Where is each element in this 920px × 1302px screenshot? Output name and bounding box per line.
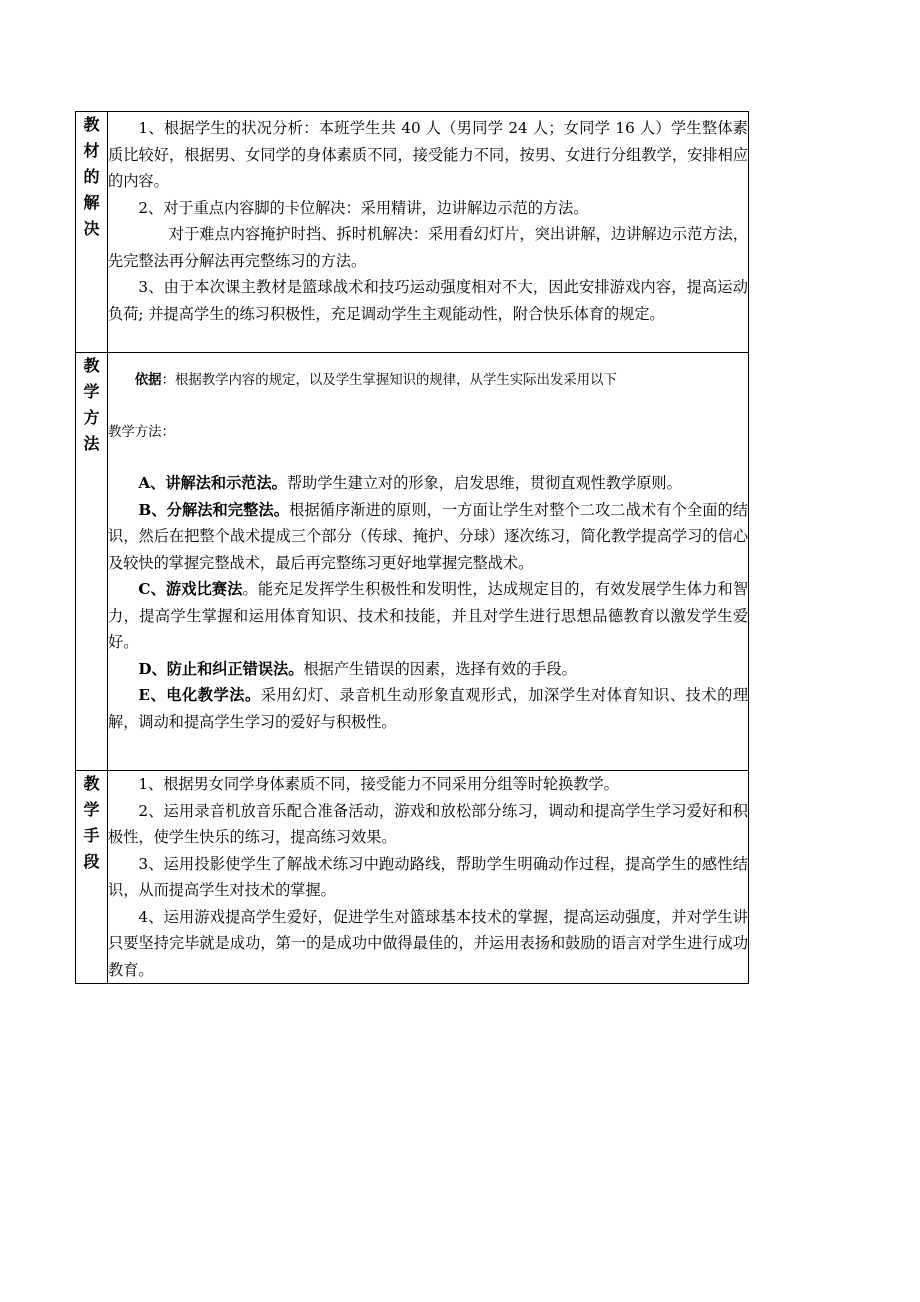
paragraph: 4、运用游戏提高学生爱好，促进学生对篮球基本技术的掌握，提高运动强度，并对学生讲只要坚持完毕就是成功，第一的是成功中做得最佳的，并运用表扬和鼓励的语言对学生进行成功教育。 [108,907,748,979]
row-label-methods [76,353,108,771]
method-title: B、分解法和完整法。 [138,500,290,519]
method-text: 。能充足发挥学生积极性和发明性，达成规定目的，有效发展学生体力和智力，提高学生掌握和运用体育知识、技术和技能，并且对学生进行思想品德教育以激发学生爱好。 [108,580,749,651]
method-text: 帮助学生建立对的形象，启发思维，贯彻直观性教学原则。 [286,474,682,492]
paragraph: 1、根据男女同学身体素质不同，接受能力不同采用分组等时轮换教学。 [138,775,619,793]
paragraph: 2、运用录音机放音乐配合准备活动，游戏和放松部分练习，调动和提高学生学习爱好和积极性，使学生快乐的练习，提高练习效果。 [108,801,748,846]
means-content [108,771,749,984]
label-char: 学 [83,382,100,401]
label-char: 法 [83,434,100,453]
row-label-materials [76,112,108,353]
label-char: 材 [83,141,100,160]
label-char: 方 [83,408,100,427]
label-char: 手 [83,826,100,845]
basis-text: ：根据教学内容的规定，以及学生掌握知识的规律，从学生实际出发采用以下 [161,373,617,388]
paragraph: 1、根据学生的状况分析：本班学生共 40 人（男同学 24 人；女同学 16 人）学生整体素质比较好，根据男、女同学的身体素质不同，接受能力不同，按男、女进行分组教学，安排相应的内容。 [108,119,748,190]
basis-continuation: 教学方法： [108,425,175,440]
paragraph: 3、由于本次课主教材是篮球战术和技巧运动强度相对不大，因此安排游戏内容，提高运动负荷; 并提高学生的练习积极性，充足调动学生主观能动性，附合快乐体育的规定。 [108,278,748,323]
method-title: A、讲解法和示范法。 [138,474,287,492]
method-text: 根据产生错误的因素，选择有效的手段。 [303,659,577,678]
method-item [108,656,748,683]
paragraph: 对于难点内容掩护时挡、拆时机解决：采用看幻灯片，突出讲解，边讲解边示范方法，先完整法再分解法再完整练习的方法。 [108,225,748,270]
label-char: 段 [83,852,100,871]
method-text: 根据循序渐进的原则，一方面让学生对整个二攻二战术有个全面的结识，然后在把整个战术提成三个部分（传球、掩护、分球）逐次练习，简化教学提高学习的信心及较快的掌握完整战术，最后再完整练习更好地掌握完整战术。 [108,500,748,572]
row-label-means [76,771,108,984]
table-row-methods [76,353,749,771]
label-char: 决 [83,219,100,238]
paragraph: 2、对于重点内容脚的卡位解决：采用精讲，边讲解边示范的方法。 [138,198,589,217]
method-item [108,682,748,735]
label-char: 教 [83,774,100,793]
method-item [108,576,748,656]
method-item [108,470,748,497]
basis-line [108,367,748,394]
method-text: 采用幻灯、录音机生动形象直观形式，加深学生对体育知识、技术的理解，调动和提高学生学习的爱好与积极性。 [108,686,749,731]
label-char: 的 [83,167,100,186]
label-char: 教 [83,115,100,134]
lesson-plan-table [75,111,749,984]
paragraph: 3、运用投影使学生了解战术练习中跑动路线，帮助学生明确动作过程，提高学生的感性结识，从而提高学生对技术的掌握。 [108,854,748,899]
method-item [108,497,748,577]
method-title: D、防止和纠正错误法。 [138,659,304,678]
label-char: 学 [83,800,100,819]
table-row-means [76,771,749,984]
label-char: 教 [83,356,100,375]
table-row-materials [76,112,749,353]
methods-content [108,353,749,771]
basis-title: 依据 [134,372,162,388]
method-title: C、游戏比赛法 [138,580,243,598]
materials-content [108,112,749,353]
method-title: E、电化教学法。 [138,686,261,704]
label-char: 解 [83,193,100,212]
